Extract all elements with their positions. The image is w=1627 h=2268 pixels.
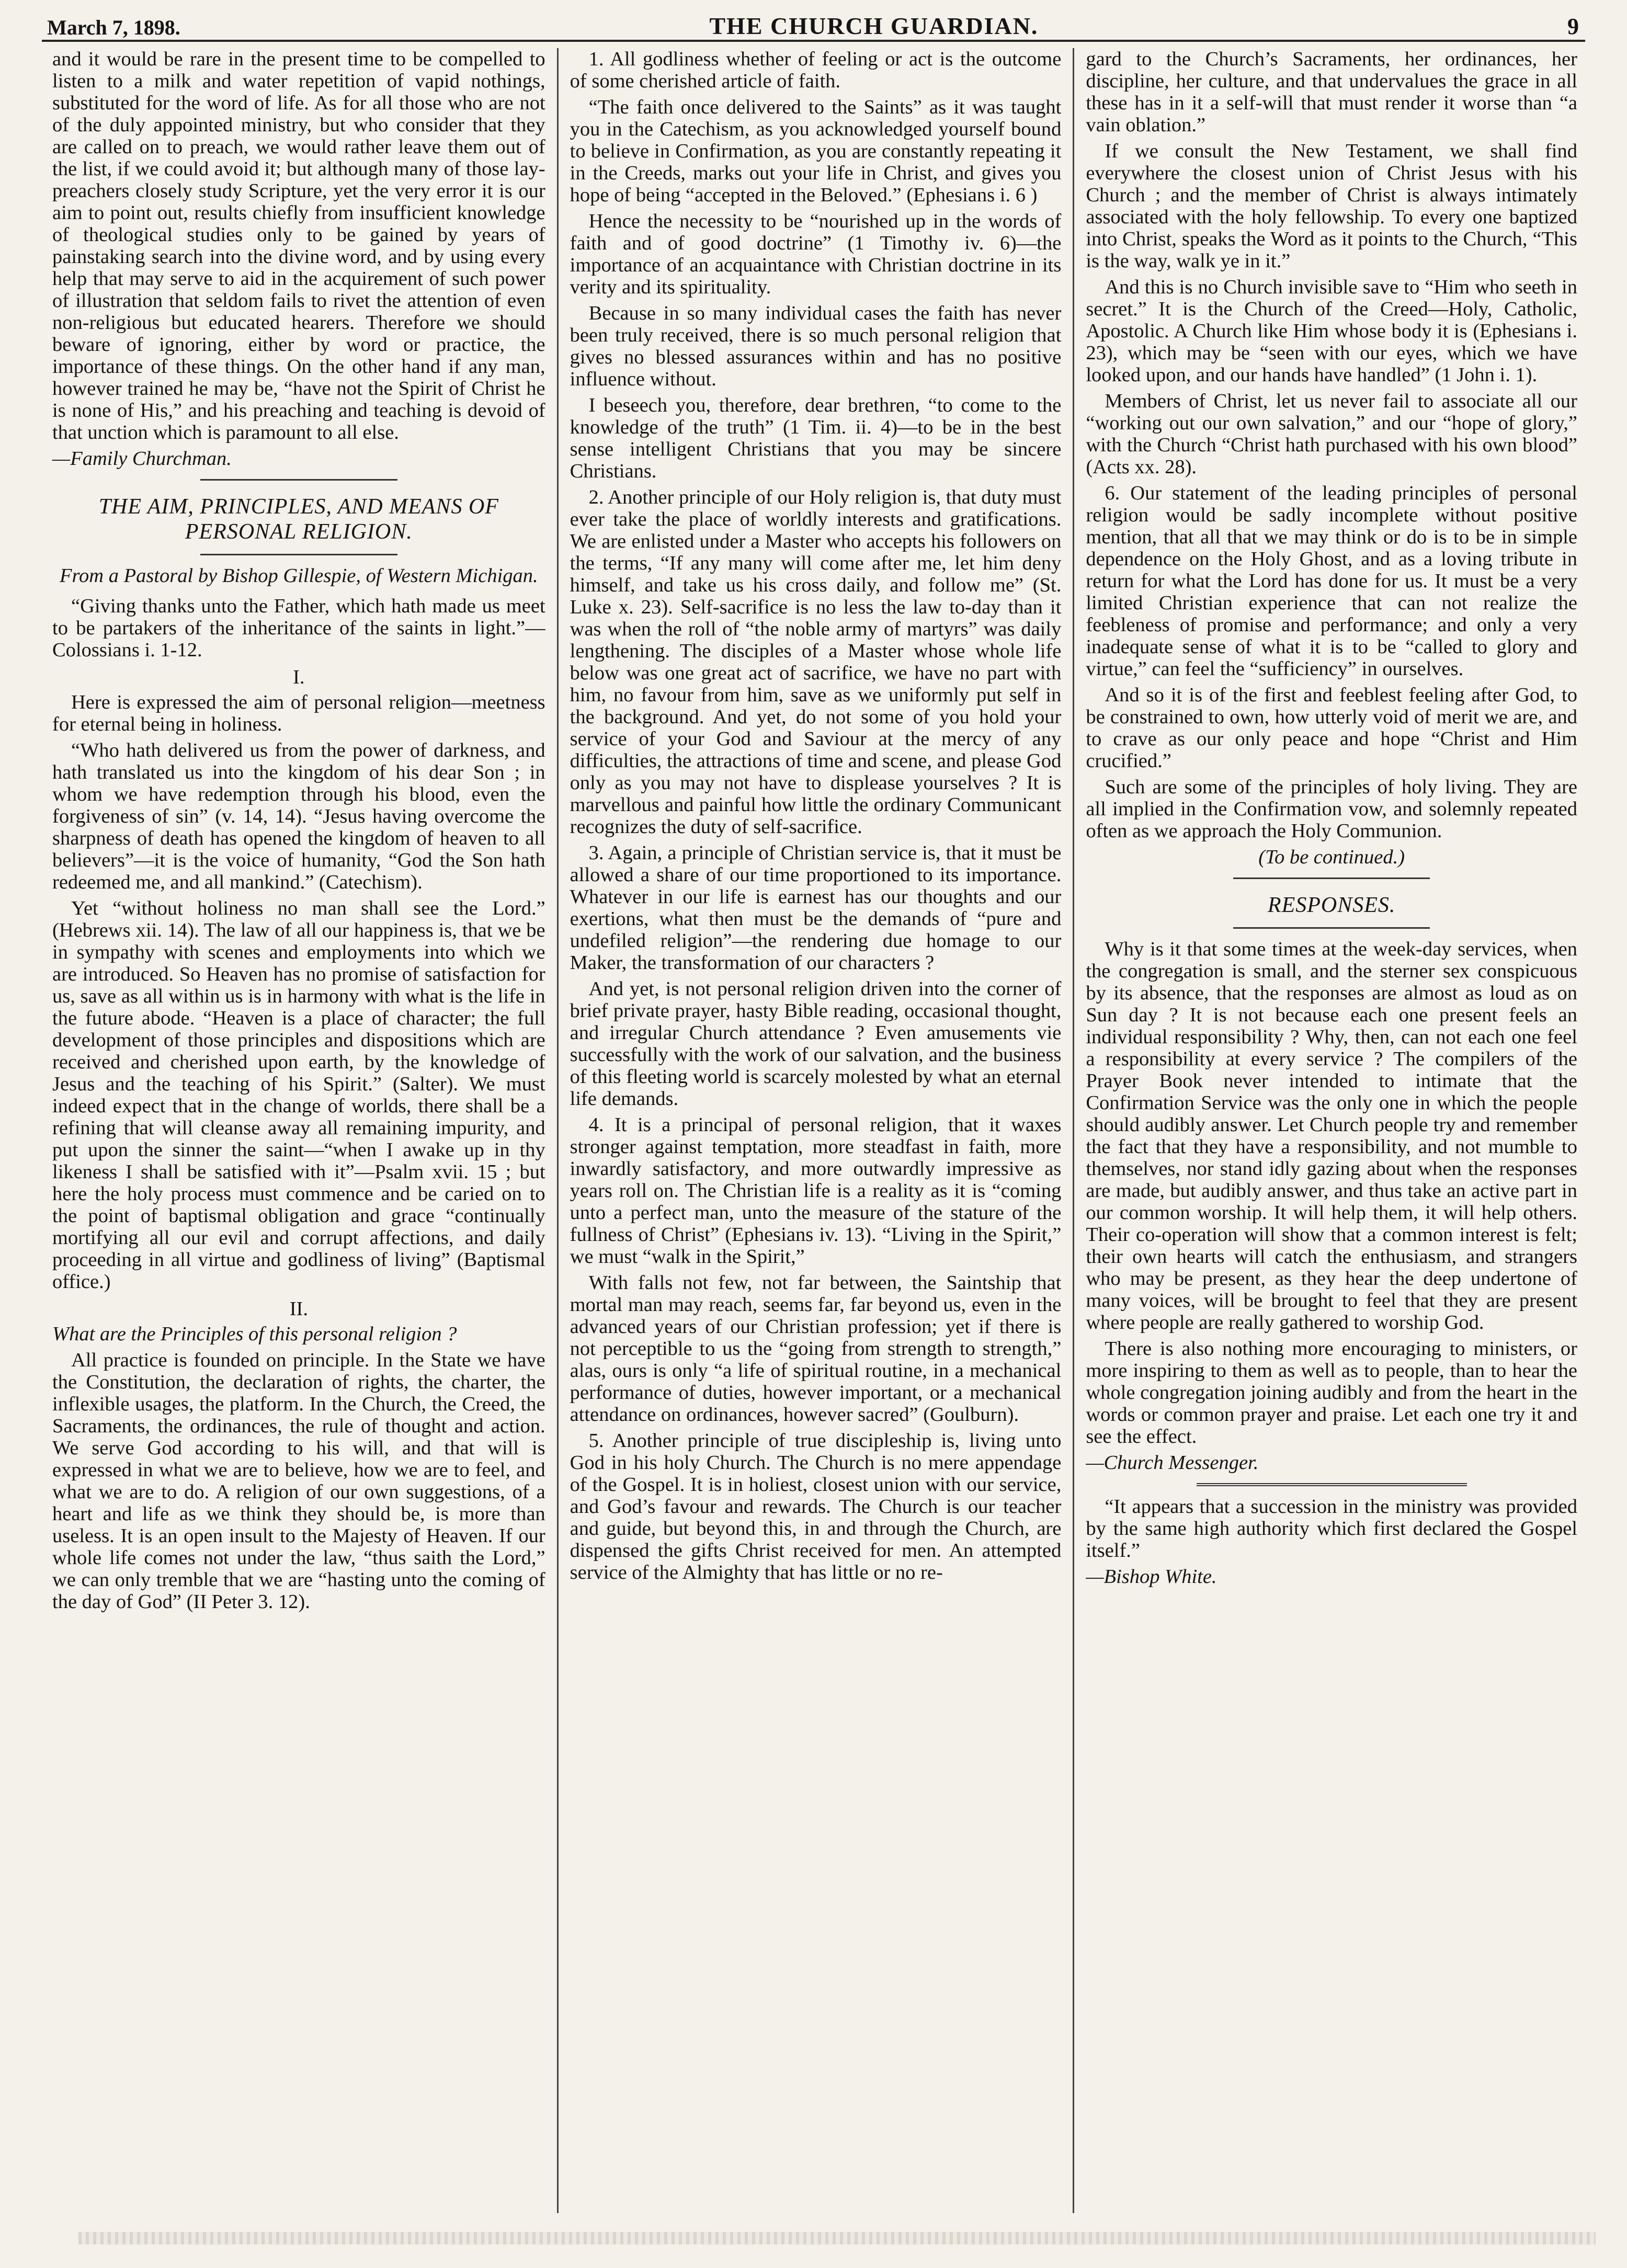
paragraph: “The faith once delivered to the Saints” as it was taught you in the Catechism, as you acknowledged yourself bound to believe in Confirmation, as you are constantly repeating it in the Creeds, marks out your life in Christ, and gives you hope of being “accepted in the Beloved.” (Ephesians i. 6 ) [570, 96, 1062, 206]
responses-title: RESPONSES. [1267, 893, 1396, 917]
text-columns [41, 48, 1589, 2213]
divider [200, 479, 397, 481]
paragraph: And this is no Church invisible save to “Him who seeth in secret.” It is the Church of the Creed—Holy, Catholic, Apostolic. A Church like Him whose body it is (Ephesians i. 23), which may be “seen with our eyes, which we have looked upon, and our hands have handled” (1 John i. 1). [1086, 276, 1577, 386]
section-number: I. [293, 666, 305, 688]
continued-note: (To be continued.) [1258, 846, 1405, 868]
paragraph: 4. It is a principal of personal religion, that it waxes stronger against temptation, more steadfast in faith, more inwardly satisfactory, and more outwardly impressive as years roll on. The Christian life is a reality as it is “coming unto a perfect man, unto the measure of the stature of the fullness of Christ” (Ephesians iv. 13). “Living in the Spirit,” we must “walk in the Spirit,” [570, 1114, 1062, 1268]
column-2 [557, 48, 1073, 2213]
page-number: 9 [1567, 14, 1579, 39]
paragraph: 2. Another principle of our Holy religion is, that duty must ever take the place of worldly interests and gratifications. We are enlisted under a Master who accepts his followers on the terms, “If any many will come after me, let him deny himself, and take us his cross daily, and follow me” (St. Luke x. 23). Self-sacrifice is no less the law to-day than it was when the roll of “the noble army of martyrs” was daily lengthening. The disciples of a Master whose whole life below was one great act of sacrifice, we have no part with him, no favour from him, save as we uniformly put self in the background. And yet, do not some of you hold your service of your God and Saviour at the mercy of any difficulties, the attractions of time and scene, and please God only as you may not have to displease yourselves ? It is marvellous and painful how little the ordinary Communicant recognizes the duty of self-sacrifice. [570, 486, 1062, 838]
quote-attribution: —Bishop White. [1086, 1566, 1217, 1588]
source-attribution: —Church Messenger. [1086, 1452, 1259, 1474]
source-attribution: —Family Churchman. [52, 448, 232, 470]
newspaper-title: THE CHURCH GUARDIAN. [709, 13, 1039, 39]
column-3 [1073, 48, 1589, 2213]
paragraph: Members of Christ, let us never fail to associate all our “working out our own salvation,” and our “hope of glory,” with the Church “Christ hath purchased with his own blood” (Acts xx. 28). [1086, 390, 1577, 478]
paragraph: All practice is founded on principle. In the State we have the Constitution, the declaration of rights, the charter, the inflexible usages, the platform. In the Church, the Creed, the Sacraments, the ordinances, the rule of thought and action. We serve God according to his will, and that will is expressed in what we are to believe, how we are to feel, and what we are to do. A religion of our own suggestions, of a heart and life as we think they should be, is more than useless. It is an open insult to the Majesty of Heaven. If our whole life comes not under the law, “thus saith the Lord,” we can only tremble that we are “hasting unto the coming of the day of God” (II Peter 3. 12). [52, 1349, 545, 1613]
paragraph: Why is it that some times at the week-day services, when the congregation is small, and the sterner sex conspicuous by its absence, that the responses are almost as loud as on Sun day ? It is not because each one present feels an individual responsibility ? Why, then, can not each one feel a responsibility at every service ? The compilers of the Prayer Book never intended to intimate that the Confirmation Service was the only one in which the people should audibly answer. Let Church people try and remember the fact that they have a responsibility, and not mumble to themselves, nor stand idly gazing about when the responses are made, but audibly answer, and thus take an active part in our common worship. It will help them, it will help others. Their co-operation will show that a common interest is felt; their own hearts will catch the enthusiasm, and strangers who may be present, as they hear the deep undertone of many voices, will be brought to feel that they are present where people are really gathered to worship God. [1086, 938, 1577, 1334]
paragraph: Yet “without holiness no man shall see the Lord.” (Hebrews xii. 14). The law of all our happiness is, that we be in sympathy with scenes and employments into which we are introduced. So Heaven has no promise of satisfaction for us, save as all within us is in harmony with what is the life in the future abode. “Heaven is a place of character; the full development of those principles and dispositions which are received and cherished upon earth, by the knowledge of Jesus and the teaching of his Spirit.” (Salter). We must indeed expect that in the change of worlds, there shall be a refining that will cleanse away all remaining impurity, and put upon the sinner the saint—“when I awake up in thy likeness I shall be satisfied with it”—Psalm xvii. 15 ; but here the holy process must commence and be caried on to the point of baptismal obligation and grace “continually mortifying all our evil and corrupt affections, and daily proceeding in all virtue and godliness of living” (Baptismal office.) [52, 897, 545, 1293]
paragraph: and it would be rare in the present time to be compelled to listen to a milk and water repetition of vapid nothings, substituted for the word of life. As for all those who are not of the duly appointed ministry, but who consider that they are called on to preach, we would rather leave them out of the list, if we could avoid it; but although many of those lay-preachers closely study Scripture, yet the very error it is our aim to point out, results chiefly from insufficient knowledge of theological studies only to be gained by years of painstaking search into the divine word, and by using every help that may serve to aid in the acquirement of such power of illustration that seldom fails to rivet the attention of even non-religious but educated hearers. Therefore we should beware of ignoring, either by word or practice, the importance of these things. On the other hand if any man, however trained he may be, “have not the Spirit of Christ he is none of His,” and his preaching and teaching is devoid of that unction which is paramount to all else. [52, 48, 545, 443]
paragraph: gard to the Church’s Sacraments, her ordinances, her discipline, her culture, and that undervalues the grace in all these has in it a self-will that must render it worse than “a vain oblation.” [1086, 48, 1577, 136]
section-number: II. [289, 1298, 308, 1320]
paragraph: 6. Our statement of the leading principles of personal religion would be sadly incomplete without positive mention, that all that we may think or do is to be in simple dependence on the Holy Ghost, and as a loving tribute in return for what the Lord has done for us. It must be a very limited Christian experience that can not realize the feebleness of promise and performance; and only a very inadequate sense of what it is to be “called to glory and virtue,” can feel the “sufficiency” in ourselves. [1086, 482, 1577, 680]
divider [1233, 927, 1430, 929]
paragraph: Such are some of the principles of holy living. They are all implied in the Confirmation vow, and solemnly repeated often as we approach the Holy Communion. [1086, 776, 1577, 842]
paragraph: 1. All godliness whether of feeling or act is the outcome of some cherished article of faith. [570, 48, 1062, 92]
paragraph: Hence the necessity to be “nourished up in the words of faith and of good doctrine” (1 Timothy iv. 6)—the importance of an acquaintance with Christian doctrine in its verity and its spirituality. [570, 210, 1062, 298]
article-byline: From a Pastoral by Bishop Gillespie, of Western Michigan. [59, 565, 538, 587]
paragraph: There is also nothing more encouraging to ministers, or more inspiring to them as well as to people, than to hear the whole congregation joining audibly and from the heart in the words or common prayer and praise. Let each one try it and see the effect. [1086, 1338, 1577, 1448]
paragraph: And yet, is not personal religion driven into the corner of brief private prayer, hasty Bible reading, occasional thought, and irregular Church attendance ? Even amusements vie successfully with the work of our salvation, and the business of this fleeting world is scarcely molested by what an eternal life demands. [570, 978, 1062, 1110]
paragraph: Here is expressed the aim of personal religion—meetness for eternal being in holiness. [52, 691, 545, 735]
page-header [42, 7, 1585, 42]
divider [1197, 1483, 1467, 1486]
issue-date: March 7, 1898. [47, 16, 180, 39]
paragraph: Because in so many individual cases the faith has never been truly received, there is so much personal religion that gives no blessed assurances within and has no positive influence without. [570, 302, 1062, 390]
paragraph: “Giving thanks unto the Father, which hath made us meet to be partakers of the inheritance of the saints in light.”—Colossians i. 1-12. [52, 595, 545, 661]
paragraph: 3. Again, a principle of Christian service is, that it must be allowed a share of our time proportioned to its importance. Whatever in our life is earnest has our thoughts and our exertions, what then must be the demands of “pure and undefiled religion”—the rendering due homage to our Maker, the transformation of our characters ? [570, 842, 1062, 974]
paragraph: “Who hath delivered us from the power of darkness, and hath translated us into the kingdom of his dear Son ; in whom we have redemption through his blood, even the forgiveness of sin” (v. 14, 14). “Jesus having overcome the sharpness of death has opened the kingdom of heaven to all believers”—it is the voice of humanity, “God the Son hath redeemed me, and all mankind.” (Catechism). [52, 739, 545, 893]
quotation: “It appears that a succession in the ministry was provided by the same high authority which first declared the Gospel itself.” [1086, 1496, 1577, 1562]
paragraph: With falls not few, not far between, the Saintship that mortal man may reach, seems far, far beyond us, even in the advanced years of our Christian profession; yet if there is not perceptible to us the “going from strength to strength,” alas, ours is only “a life of spiritual routine, in a mechanical performance of duties, however important, or a mechanical attendance on ordinances, however sacred” (Goulburn). [570, 1272, 1062, 1426]
paragraph: I beseech you, therefore, dear brethren, “to come to the knowledge of the truth” (1 Tim. ii. 4)—to be in the best sense intelligent Christians that you may be sincere Christians. [570, 394, 1062, 482]
divider [1233, 877, 1430, 879]
paragraph: If we consult the New Testament, we shall find everywhere the closest union of Christ Jesus with his Church ; and the member of Christ is always intimately associated with the holy fellowship. To every one baptized into Christ, speaks the Word as it points to the Church, “This is the way, walk ye in it.” [1086, 140, 1577, 272]
print-smudge [78, 2232, 1596, 2244]
divider [200, 554, 397, 555]
section-question: What are the Principles of this personal religion ? [52, 1323, 457, 1345]
paragraph: And so it is of the first and feeblest feeling after God, to be constrained to own, how utterly void of merit we are, and to crave as our only peace and hope “Christ and Him crucified.” [1086, 684, 1577, 772]
article-title: THE AIM, PRINCIPLES, AND MEANS OF PERSONAL RELIGION. [98, 495, 499, 544]
column-1 [41, 48, 557, 2213]
paragraph: 5. Another principle of true discipleship is, living unto God in his holy Church. The Church is no mere appendage of the Gospel. It is in holiest, closest union with our service, and God’s favour and rewards. The Church is our teacher and guide, but beyond this, in and through the Church, are dispensed the gifts Christ received for men. An attempted service of the Almighty that has little or no re- [570, 1430, 1062, 1583]
